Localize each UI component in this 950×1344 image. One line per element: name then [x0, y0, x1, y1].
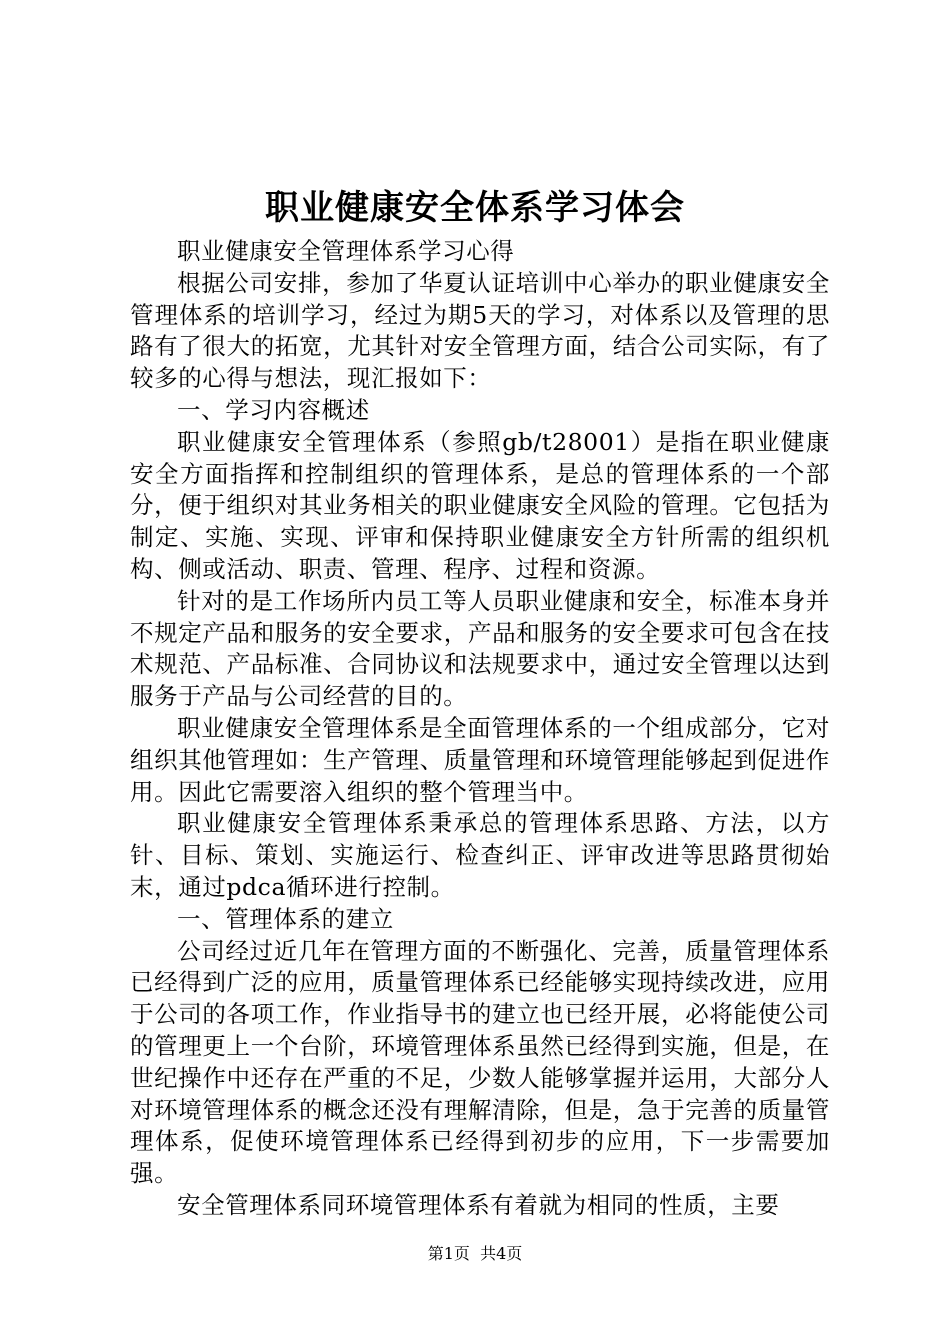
paragraph: 根据公司安排，参加了华夏认证培训中心举办的职业健康安全管理体系的培训学习，经过为期5天的学习，对体系以及管理的思路有了很大的拓宽，尤其针对安全管理方面，结合公司实际，有了较多的心得与想法，现汇报如下：	[130, 268, 830, 393]
paragraph: 职业健康安全管理体系学习心得	[177, 237, 515, 265]
paragraph: 职业健康安全管理体系秉承总的管理体系思路、方法，以方针、目标、策划、实施运行、检查纠正、评审改进等思路贯彻始末，通过pdca循环进行控制。	[130, 809, 830, 901]
footer-separator	[470, 1244, 480, 1263]
page-number: 第1页	[427, 1244, 470, 1263]
paragraph: 针对的是工作场所内员工等人员职业健康和安全，标准本身并不规定产品和服务的安全要求，产品和服务的安全要求可包含在技术规范、产品标准、合同协议和法规要求中，通过安全管理以达到服务于产品与公司经营的目的。	[130, 586, 830, 711]
section-heading: 一、学习内容概述	[177, 395, 370, 424]
paragraph: 公司经过近几年在管理方面的不断强化、完善，质量管理体系已经得到广泛的应用，质量管理体系已经能够实现持续改进，应用于公司的各项工作，作业指导书的建立也已经开展，必将能使公司的管理更上一个台阶，环境管理体系虽然已经得到实施，但是，在世纪操作中还存在严重的不足，少数人能够掌握并运用，大部分人对环境管理体系的概念还没有理解清除，但是，急于完善的质量管理体系，促使环境管理体系已经得到初步的应用，下一步需要加强。	[130, 936, 830, 1188]
page-total: 共4页	[480, 1244, 523, 1263]
paragraph: 安全管理体系同环境管理体系有着就为相同的性质，主要	[177, 1190, 780, 1219]
section-heading: 一、管理体系的建立	[177, 904, 394, 933]
document-body	[130, 236, 830, 1222]
document-title: 职业健康安全体系学习体会	[265, 188, 685, 228]
paragraph: 职业健康安全管理体系是全面管理体系的一个组成部分，它对组织其他管理如：生产管理、质量管理和环境管理能够起到促进作用。因此它需要溶入组织的整个管理当中。	[130, 713, 830, 806]
page-footer	[0, 1244, 950, 1264]
paragraph: 职业健康安全管理体系（参照gb/t28001）是指在职业健康安全方面指挥和控制组织的管理体系，是总的管理体系的一个部分，便于组织对其业务相关的职业健康安全风险的管理。它包括为制定、实施、实现、评审和保持职业健康安全方针所需的组织机构、侧或活动、职责、管理、程序、过程和资源。	[130, 427, 830, 583]
